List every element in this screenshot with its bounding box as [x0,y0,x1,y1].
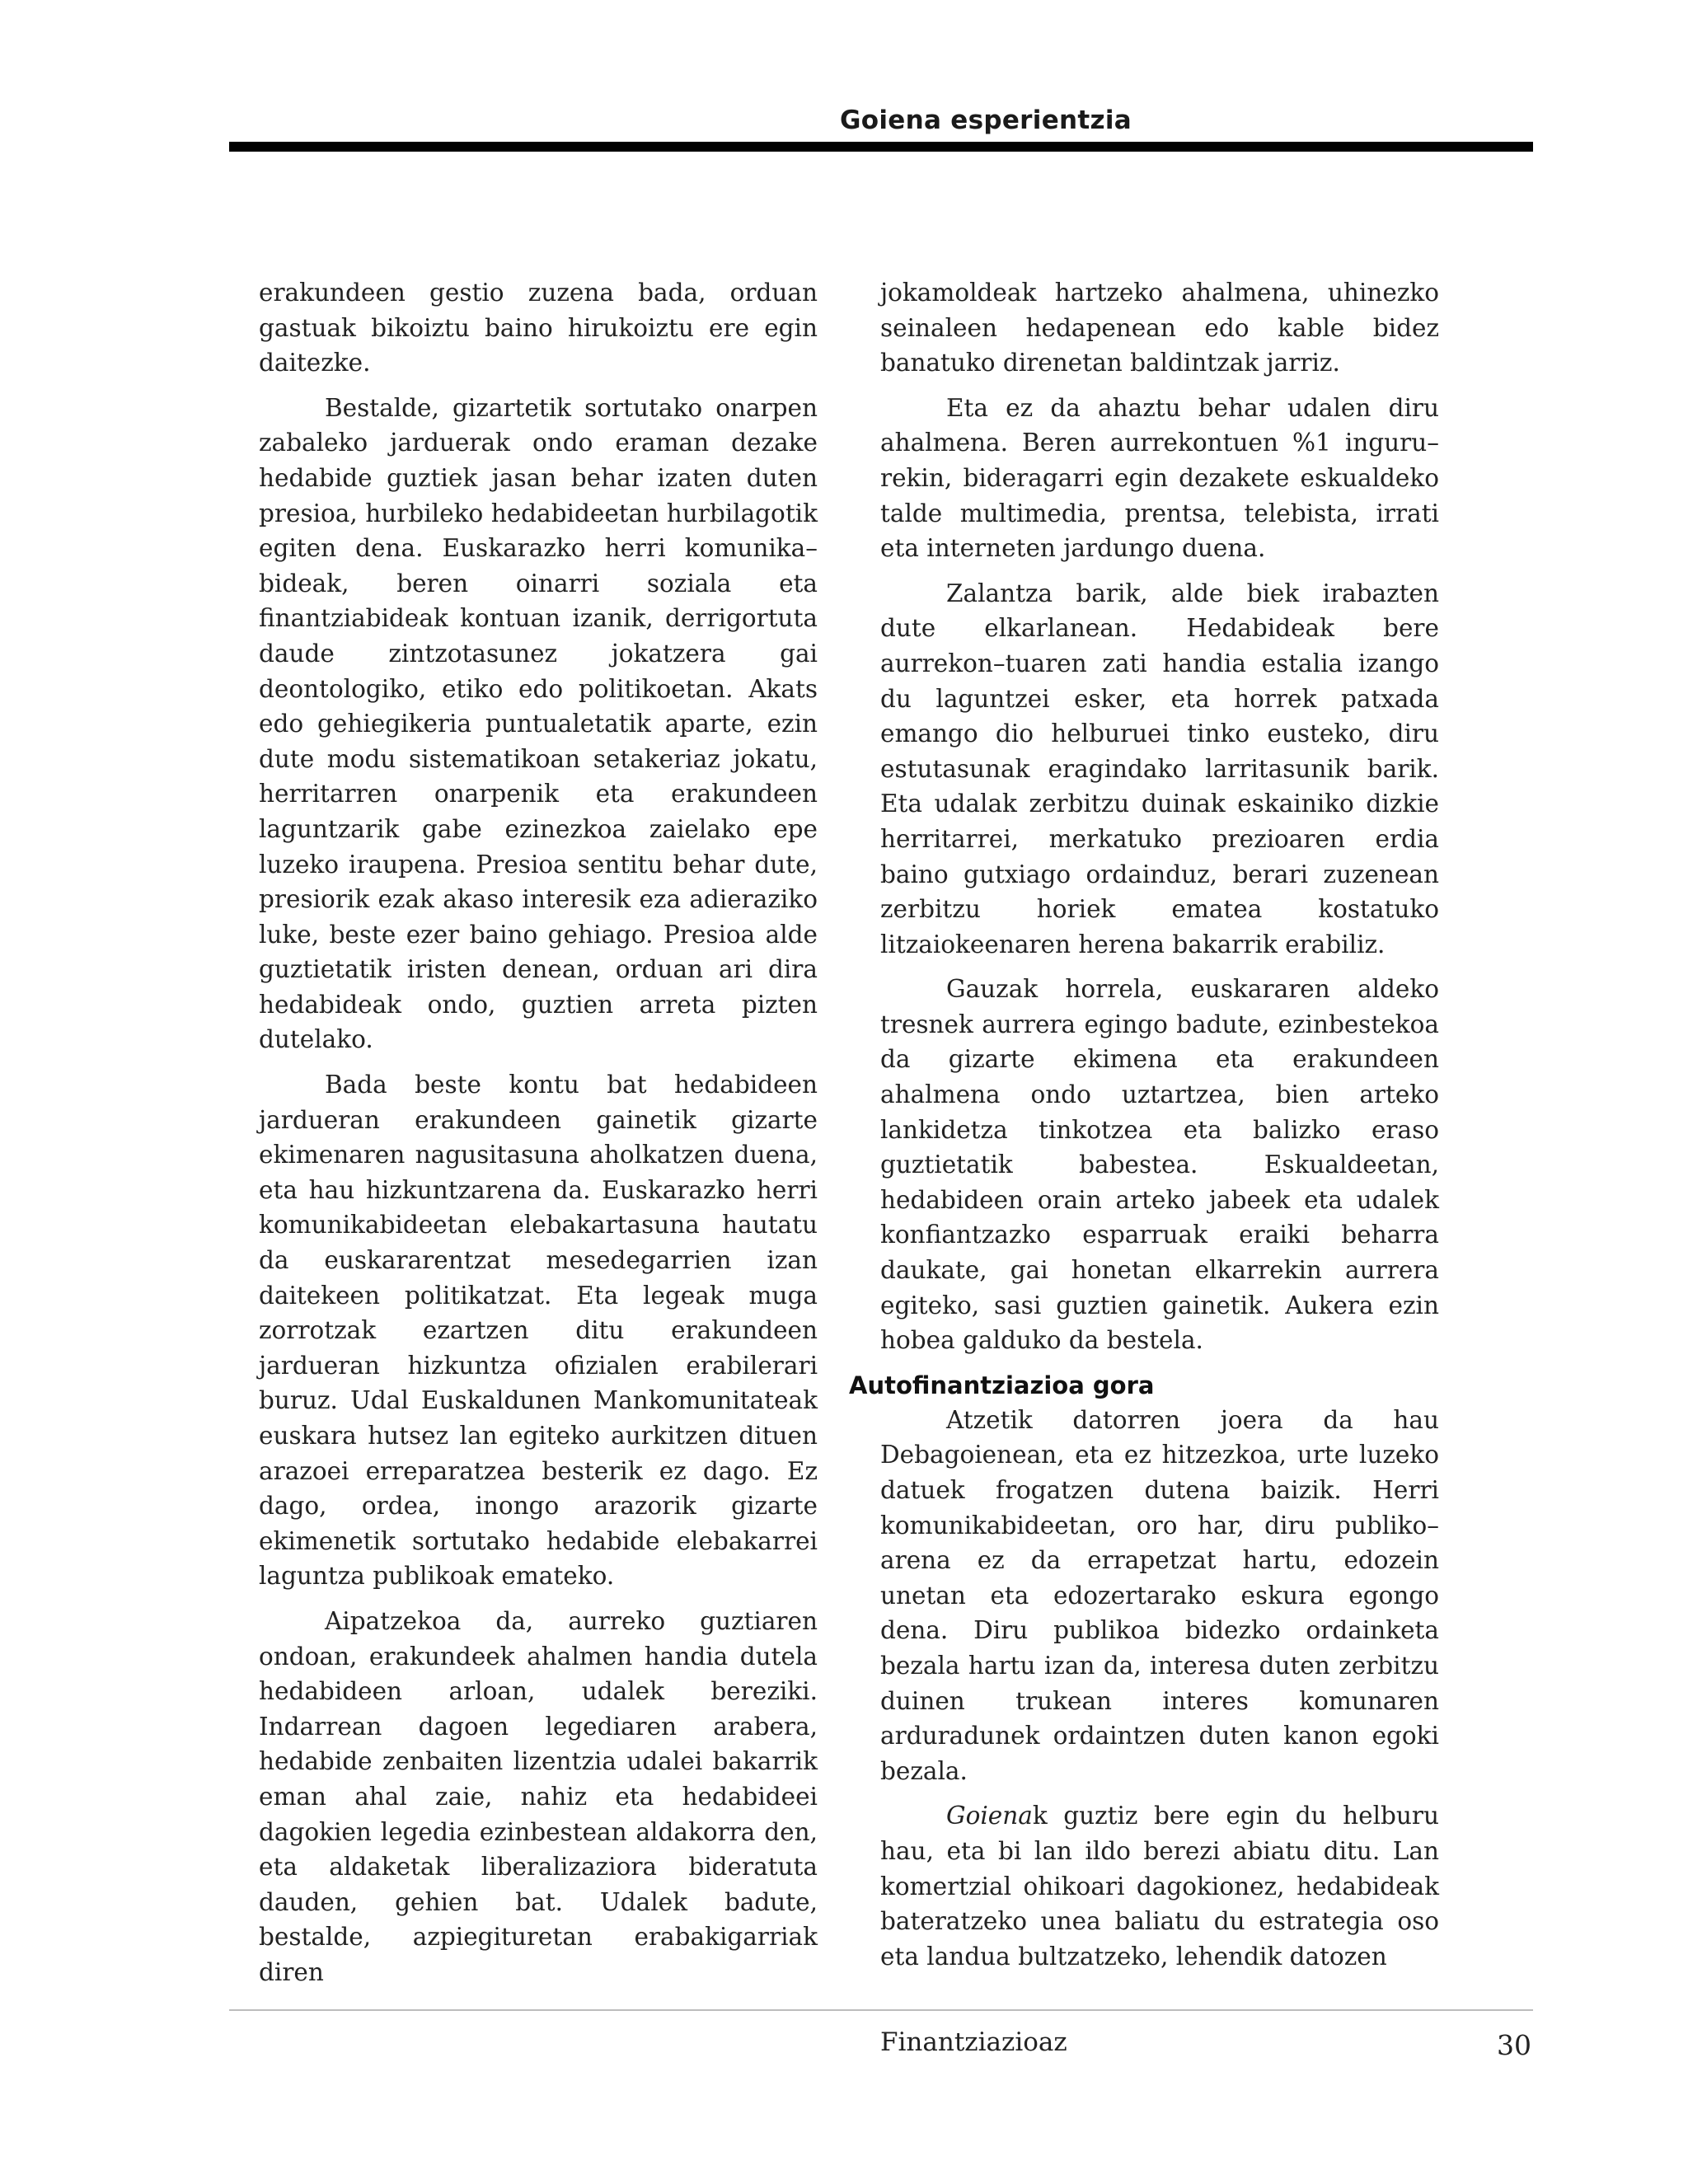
paragraph: Aipatzekoa da, aurreko guztiaren ondoan, erakundeek ahalmen handia dutela hedabideen arloan, udalek bereziki. Indarrean dagoen legediaren arabera, hedabide zenbaiten lizentzia udalei bakarrik eman ahal zaie, nahiz eta hedabideei dagokien legedia ezinbestean aldakorra den, eta aldaketak liberalizaziora bideratuta dauden, gehien bat. Udalek badute, bestalde, azpiegituretan erabakigarriak diren [259,1606,818,1986]
paragraph: Bada beste kontu bat hedabideen jardueran erakundeen gainetik gizarte ekimenaren nagusitasuna aholkatzen duena, eta hau hizkuntzarena da. Euskarazko herri komunikabideetan elebakartasuna hautatu da euskararentzat mesedegarrien izan daitekeen politikatzat. Eta legeak muga zorrotzak ezartzen ditu erakundeen jardueran hizkuntza ofizialen erabilerari buruz. Udal Euskaldunen Mankomunitateak euskara hutsez lan egiteko aurkitzen dituen arazoei erreparatzea besterik ez dago. Ez dago, ordea, inongo arazorik gizarte ekimenetik sortutako hedabide elebakarrei laguntza publikoak emateko. [259,1071,818,1591]
header-rule [229,142,1533,152]
left-column [259,275,818,1990]
paragraph: Gauzak horrela, euskararen aldeko tresnek aurrera egingo badute, ezinbestekoa da gizarte ekimena eta erakundeen ahalmena ondo uztartzea, bien arteko lankidetza tinkotzea eta balizko eraso guztietatik babestea. Eskualdeetan, hedabideen orain arteko jabeek eta udalek konfiantzazko esparruak eraiki beharra daukate, gai honetan elkarrekin aurrera egiteko, sasi guztien gainetik. Aukera ezin hobea galduko da bestela. [880,975,1439,1355]
italic-name: Goiena [946,1802,1033,1830]
paragraph-text: k guztiz bere egin du helburu hau, eta bi lan ildo berezi abiatu ditu. Lan komertzial ohikoari dagokionez, hedabideak bateratzeko unea baliatu du estrategia oso eta landua bultzatzeko, lehendik datozen [880,1802,1439,1971]
paragraph: jokamoldeak hartzeko ahalmena, uhinezko seinaleen hedapenean edo kable bidez banatuko direnetan baldintzak jarriz. [880,279,1439,377]
section-heading: Autofinantziazioa gora [849,1371,1155,1399]
footer-section-title: Finantziazioaz [880,2027,1067,2057]
paragraph: Zalantza barik, alde biek irabazten dute elkarlanean. Hedabideak bere aurrekon–tuaren zati handia estalia izango du laguntzei esker, eta horrek patxada emango dio helburuei tinko eusteko, diru estutasunak eragindako larritasunik barik. Eta udalak zerbitzu duinak eskainiko dizkie herritarrei, merkatuko prezioaren erdia baino gutxiago ordainduz, berari zuzenean zerbitzu horiek ematea kostatuko litzaiokeenaren herena bakarrik erabiliz. [880,579,1439,958]
paragraph [880,1798,1439,1974]
paragraph: Bestalde, gizartetik sortutako onarpen zabaleko jarduerak ondo eraman dezake hedabide guztiek jasan behar izaten duten presioa, hurbileko hedabideetan hurbilagotik egiten dena. Euskarazko herri komunika–bideak, beren oinarri soziala eta finantziabideak kontuan izanik, derrigortuta daude zintzotasunez jokatzera gai deontologiko, etiko edo politikoetan. Akats edo gehiegikeria puntualetatik aparte, ezin dute modu sistematikoan setakeriaz jokatu, herritarren onarpenik eta erakundeen laguntzarik gabe ezinezkoa zaielako epe luzeko iraupena. Presioa sentitu behar dute, presiorik ezak akaso interesik eza adieraziko luke, beste ezer baino gehiago. Presioa alde guztietatik iristen denean, orduan ari dira hedabideak ondo, guztien arreta pizten dutelako. [259,393,818,1054]
page-number: 30 [1497,2029,1531,2061]
running-header-title: Goiena esperientzia [840,105,1132,135]
paragraph: Atzetik datorren joera da hau Debagoienean, eta ez hitzezkoa, urte luzeko datuek frogatzen dutena baizik. Herri komunikabideetan, oro har, diru publiko–arena ez da errapetzat hartu, edozein unetan eta edozertarako eskura egongo dena. Diru publikoa bidezko ordainketa bezala hartu izan da, interesa duten zerbitzu duinen trukean interes komunaren arduradunek ordaintzen duten kanon egoki bezala. [880,1405,1439,1785]
right-column [849,275,1439,1974]
paragraph: Eta ez da ahaztu behar udalen diru ahalmena. Beren aurrekontuen %1 inguru–rekin, bideragarri egin dezakete eskualdeko talde multimedia, prentsa, telebista, irrati eta interneten jardungo duena. [880,393,1439,563]
footer-rule [229,2009,1533,2011]
paragraph: erakundeen gestio zuzena bada, orduan gastuak bikoiztu baino hirukoiztu ere egin daitezke. [259,279,818,377]
